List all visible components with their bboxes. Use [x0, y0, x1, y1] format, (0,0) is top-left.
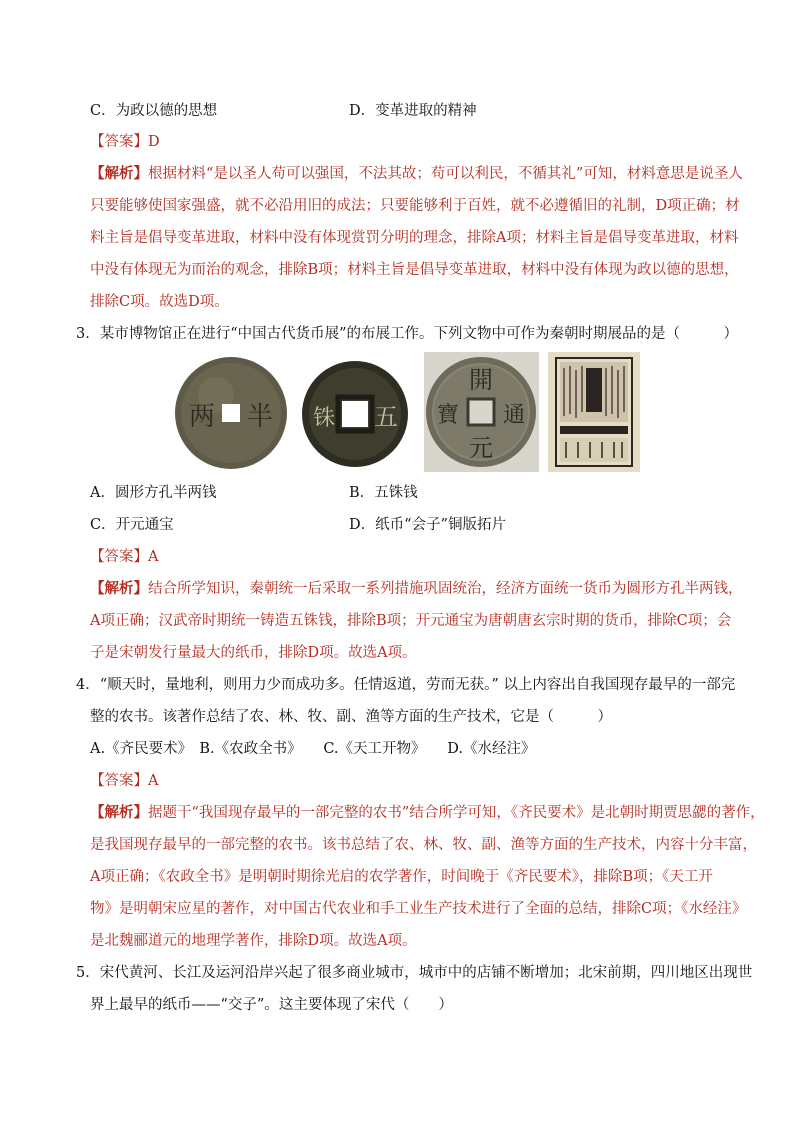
coin3-char-top: 開: [469, 366, 493, 394]
kaiyuan-coin-image: [424, 352, 539, 472]
q4-options: A.《齐民要术》 B.《农政全书》 C.《天工开物》 D.《水经注》: [90, 741, 536, 757]
q4-stem-line-2: 整的农书。该著作总结了农、林、牧、副、渔等方面的生产技术，它是（ ）: [90, 709, 612, 725]
answer-tag: 【答案】: [90, 134, 148, 150]
q3-explanation-line-3: 子是宋朝发行量最大的纸币，排除D项。故选A项。: [90, 645, 417, 661]
coin3-char-left: 寶: [436, 403, 460, 428]
q4-answer: [90, 771, 158, 791]
answer-tag: 【答案】: [90, 773, 148, 789]
coin3-char-right: 通: [502, 403, 526, 428]
wuzhu-coin-image: [300, 355, 410, 472]
q2-explanation-line-4: 中没有体现无为而治的观念，排除B项；材料主旨是倡导变革进取，材料中没有体现为政以德的思想，: [90, 262, 739, 278]
huizi-rubbing-image: [548, 352, 640, 472]
q4-stem-line-1: 4．“顺天时，量地利，则用力少而成功多。任情返道，劳而无获。” 以上内容出自我国现存最早的一部完: [76, 677, 736, 693]
q2-explanation-line-2: 只要能够使国家强盛，就不必沿用旧的成法；只要能够利于百姓，就不必遵循旧的礼制，D项正确；材: [90, 198, 740, 214]
q2-explanation-line-3: 料主旨是倡导变革进取，材料中没有体现赏罚分明的理念，排除A项；材料主旨是倡导变革进取，材料: [90, 230, 739, 246]
q3-option-b: B．五铢钱: [349, 485, 418, 501]
q3-answer: [90, 547, 158, 567]
coin2-char-right: 五: [374, 403, 398, 431]
q4-explanation-line-1: 【解析】据题干“我国现存最早的一部完整的农书”结合所学可知，《齐民要术》是北朝时期贾思勰的著作，: [90, 804, 765, 821]
answer-value: A: [148, 549, 159, 565]
q4-explanation-line-2: 是我国现存最早的一部完整的农书。该书总结了农、林、牧、副、渔等方面的生产技术，内容十分丰富，: [90, 837, 757, 853]
q4-explanation-line-5: 是北魏郦道元的地理学著作，排除D项。故选A项。: [90, 933, 417, 949]
coin3-char-bottom: 元: [469, 434, 493, 462]
q2-option-c: C．为政以德的思想: [90, 103, 218, 119]
q3-option-c: C．开元通宝: [90, 517, 174, 533]
coin1-char-left: 半: [246, 402, 274, 432]
banliang-coin-image: [172, 355, 290, 472]
explanation-tag: 【解析】: [90, 165, 148, 182]
q2-explanation-line-1: 【解析】根据材料“是以圣人苟可以强国，不法其故；苟可以利民，不循其礼”可知，材料意思是说圣人: [90, 165, 743, 182]
q2-answer: [90, 132, 160, 152]
coin2-char-left: 铢: [312, 406, 336, 431]
q2-option-d: D．变革进取的精神: [349, 103, 477, 119]
q3-option-d: D．纸币“会子”铜版拓片: [349, 517, 506, 533]
explanation-tag: 【解析】: [90, 580, 148, 597]
q4-explanation-line-3: A项正确；《农政全书》是明朝时期徐光启的农学著作，时间晚于《齐民要术》，排除B项；《天工开: [90, 869, 713, 885]
explanation-tag: 【解析】: [90, 804, 148, 821]
q5-stem-line-2: 界上最早的纸币——“交子”。这主要体现了宋代（ ）: [90, 997, 453, 1013]
q3-explanation-line-2: A项正确；汉武帝时期统一铸造五铢钱，排除B项；开元通宝为唐朝唐玄宗时期的货币，排除C项；会: [90, 613, 732, 629]
q5-stem-line-1: 5．宋代黄河、长江及运河沿岸兴起了很多商业城市，城市中的店铺不断增加；北宋前期，四川地区出现世: [76, 965, 753, 981]
coin1-char-right: 两: [188, 402, 216, 432]
q2-explanation-line-5: 排除C项。故选D项。: [90, 294, 229, 310]
answer-value: D: [148, 134, 160, 150]
answer-tag: 【答案】: [90, 549, 148, 565]
q4-explanation-line-4: 物》是明朝宋应星的著作，对中国古代农业和手工业生产技术进行了全面的总结，排除C项；《水经注》: [90, 901, 747, 917]
q3-explanation-line-1: 【解析】结合所学知识，秦朝统一后采取一系列措施巩固统治，经济方面统一货币为圆形方孔半两钱，: [90, 580, 743, 597]
q3-stem: 3．某市博物馆正在进行“中国古代货币展”的布展工作。下列文物中可作为秦朝时期展品的是（ ）: [76, 326, 739, 342]
answer-value: A: [148, 773, 159, 789]
q3-option-a: A．圆形方孔半两钱: [90, 485, 217, 501]
